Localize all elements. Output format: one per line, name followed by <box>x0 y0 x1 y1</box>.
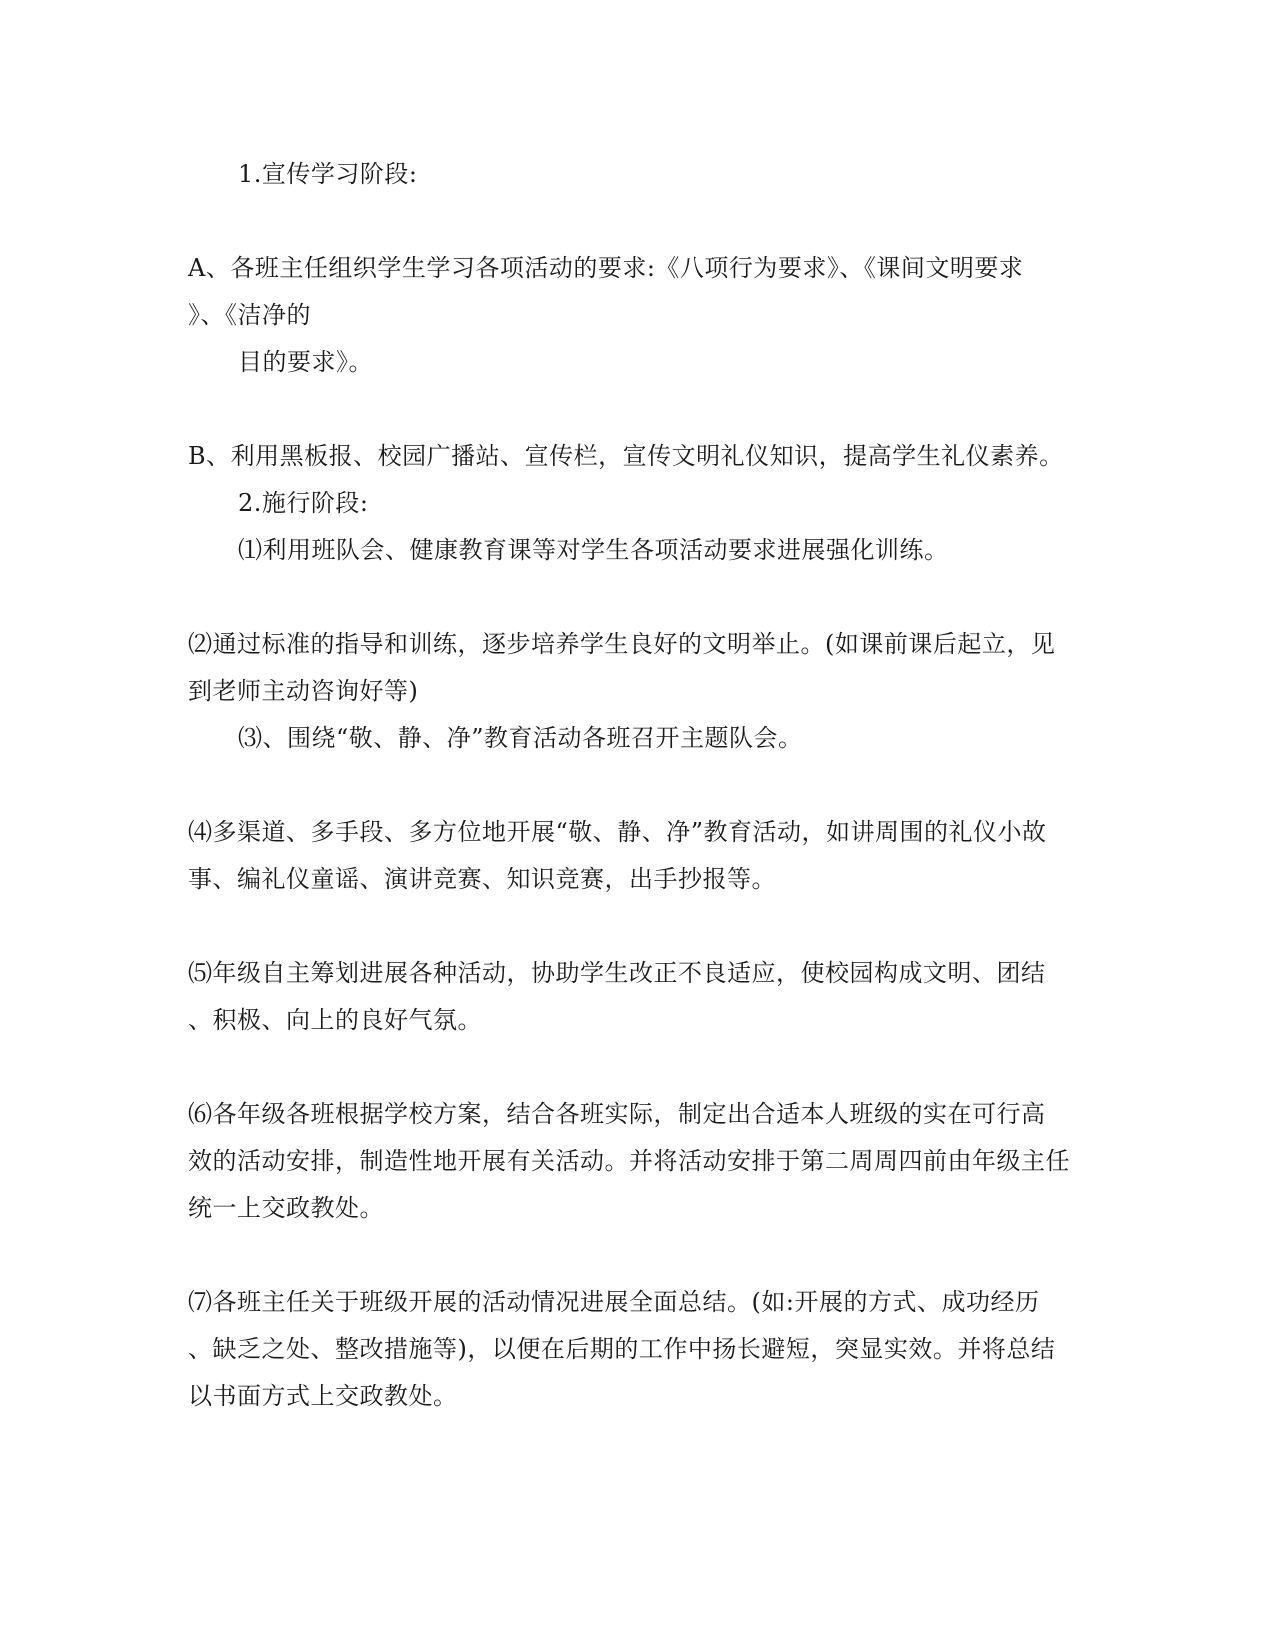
paragraph-b: B、利用黑板报、校园广播站、宣传栏，宣传文明礼仪知识，提高学生礼仪素养。 <box>188 442 1064 470</box>
item-6-line-2: 效的活动安排，制造性地开展有关活动。并将活动安排于第二周周四前由年级主任 <box>188 1147 1070 1175</box>
item-1: ⑴利用班队会、健康教育课等对学生各项活动要求进展强化训练。 <box>238 536 949 564</box>
item-3: ⑶、围绕“敬、静、净”教育活动各班召开主题队会。 <box>238 724 803 752</box>
item-4-line-1: ⑷多渠道、多手段、多方位地开展“敬、静、净”教育活动，如讲周围的礼仪小故 <box>188 818 1047 846</box>
item-2-line-1: ⑵通过标准的指导和训练，逐步培养学生良好的文明举止。(如课前课后起立，见 <box>188 630 1056 658</box>
item-6-line-3: 统一上交政教处。 <box>188 1194 384 1222</box>
item-5-line-1: ⑸年级自主筹划进展各种活动，协助学生改正不良适应，使校园构成文明、团结 <box>188 959 1046 987</box>
paragraph-a-line-3: 目的要求》。 <box>238 348 373 376</box>
item-7-line-1: ⑺各班主任关于班级开展的活动情况进展全面总结。(如:开展的方式、成功经历 <box>188 1288 1040 1316</box>
item-5-line-2: 、积极、向上的良好气氛。 <box>188 1006 482 1034</box>
item-2-line-2: 到老师主动咨询好等) <box>188 677 419 705</box>
paragraph-a-line-2: 》、《洁净的 <box>188 301 311 329</box>
item-7-line-2: 、缺乏之处、整改措施等)，以便在后期的工作中扬长避短，突显实效。并将总结 <box>188 1335 1056 1363</box>
item-4-line-2: 事、编礼仪童谣、演讲竞赛、知识竞赛，出手抄报等。 <box>188 865 776 893</box>
item-6-line-1: ⑹各年级各班根据学校方案，结合各班实际，制定出合适本人班级的实在可行高 <box>188 1100 1046 1128</box>
paragraph-a-line-1: A、各班主任组织学生学习各项活动的要求:《八项行为要求》、《课间文明要求 <box>188 254 1024 282</box>
heading-stage-1: 1.宣传学习阶段: <box>238 160 418 188</box>
heading-stage-2: 2.施行阶段: <box>238 489 369 517</box>
item-7-line-3: 以书面方式上交政教处。 <box>188 1382 458 1410</box>
